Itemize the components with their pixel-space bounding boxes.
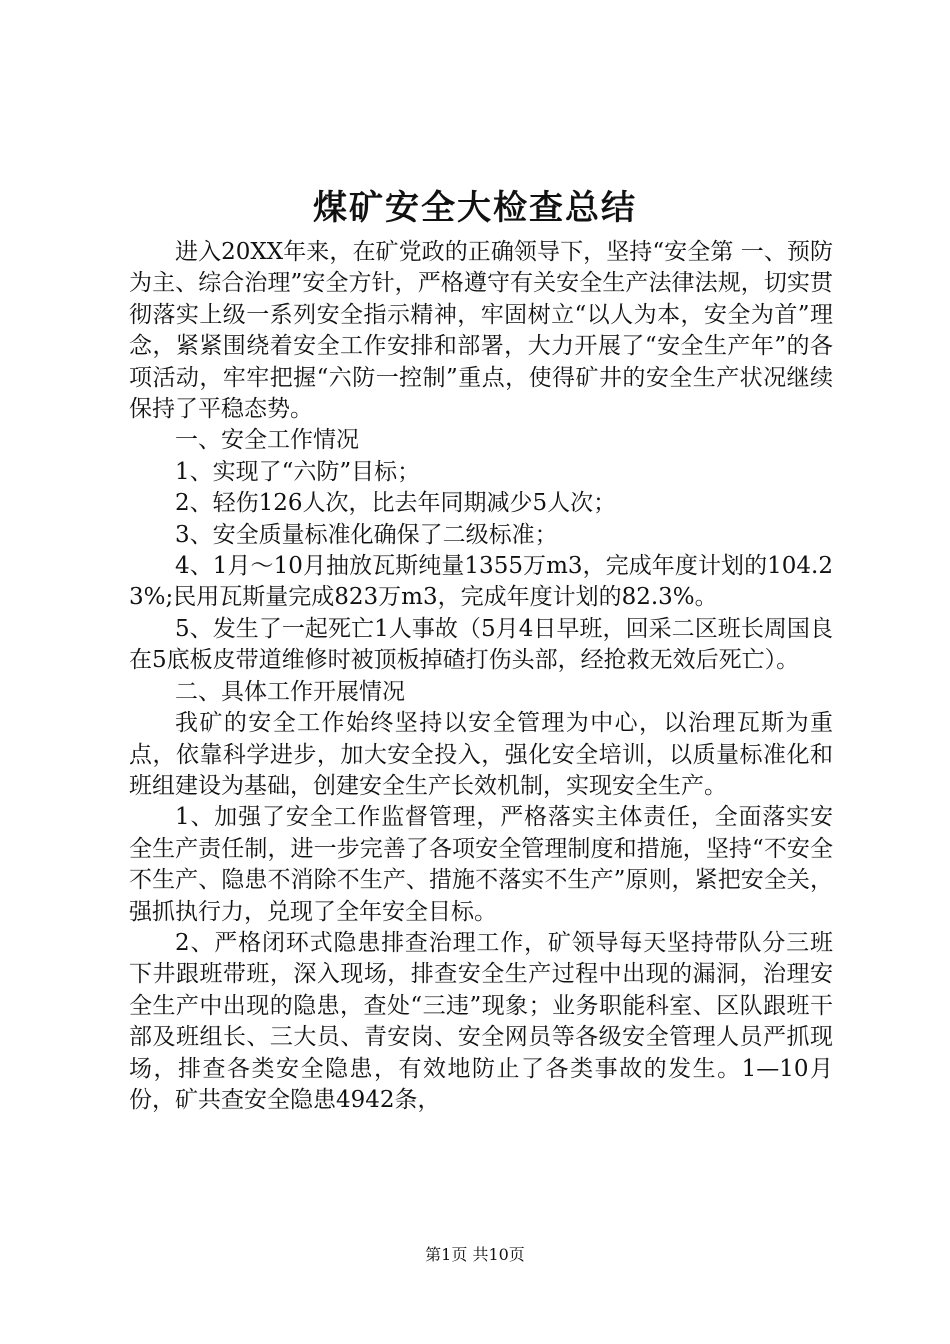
- paragraph: 我矿的安全工作始终坚持以安全管理为中心，以治理瓦斯为重点，依靠科学进步，加大安全投入，强化安全培训，以质量标准化和班组建设为基础，创建安全生产长效机制，实现安全生产。: [129, 710, 833, 799]
- document-body: [129, 237, 833, 1116]
- paragraph-intro: 进入20XX年来，在矿党政的正确领导下，坚持“安全第 一、预防为主、综合治理”安全方针，严格遵守有关安全生产法律法规，切实贯彻落实上级一系列安全指示精神，牢固树立“以人为本，安全为首”理念，紧紧围绕着安全工作安排和部署，大力开展了“安全生产年”的各项活动，牢牢把握“六防一控制”重点，使得矿井的安全生产状况继续保持了平稳态势。: [129, 239, 833, 423]
- list-item: 1、实现了“六防”目标；: [175, 458, 421, 485]
- heading-specific-work: 二、具体工作开展情况: [175, 678, 405, 705]
- list-item: 2、轻伤126人次，比去年同期减少5人次；: [175, 490, 617, 517]
- list-item: 3、安全质量标准化确保了二级标准；: [175, 521, 558, 548]
- heading-safety-work: 一、安全工作情况: [175, 427, 359, 454]
- document-title: 煤矿安全大检查总结: [313, 188, 637, 228]
- list-item: 5、发生了一起死亡1人事故（5月4日早班，回采二区班长周国良在5底板皮带道维修时被顶板掉碴打伤头部，经抢救无效后死亡）。: [129, 615, 833, 674]
- paragraph: 2、严格闭环式隐患排查治理工作，矿领导每天坚持带队分三班下井跟班带班，深入现场，排查安全生产过程中出现的漏洞，治理安全生产中出现的隐患，查处“三违”现象；业务职能科室、区队跟班干部及班组长、三大员、青安岗、安全网员等各级安全管理人员严抓现场，排查各类安全隐患，有效地防止了各类事故的发生。1—10月份，矿共查安全隐患4942条，: [129, 929, 833, 1113]
- paragraph: 1、加强了安全工作监督管理，严格落实主体责任，全面落实安全生产责任制，进一步完善了各项安全管理制度和措施，坚持“不安全不生产、隐患不消除不生产、措施不落实不生产”原则，紧把安全关，强抓执行力，兑现了全年安全目标。: [129, 804, 833, 925]
- page-footer: 第1页 共10页: [425, 1245, 525, 1264]
- list-item: 4、1月～10月抽放瓦斯纯量1355万m3，完成年度计划的104.23%;民用瓦斯量完成823万m3，完成年度计划的82.3%。: [129, 553, 833, 611]
